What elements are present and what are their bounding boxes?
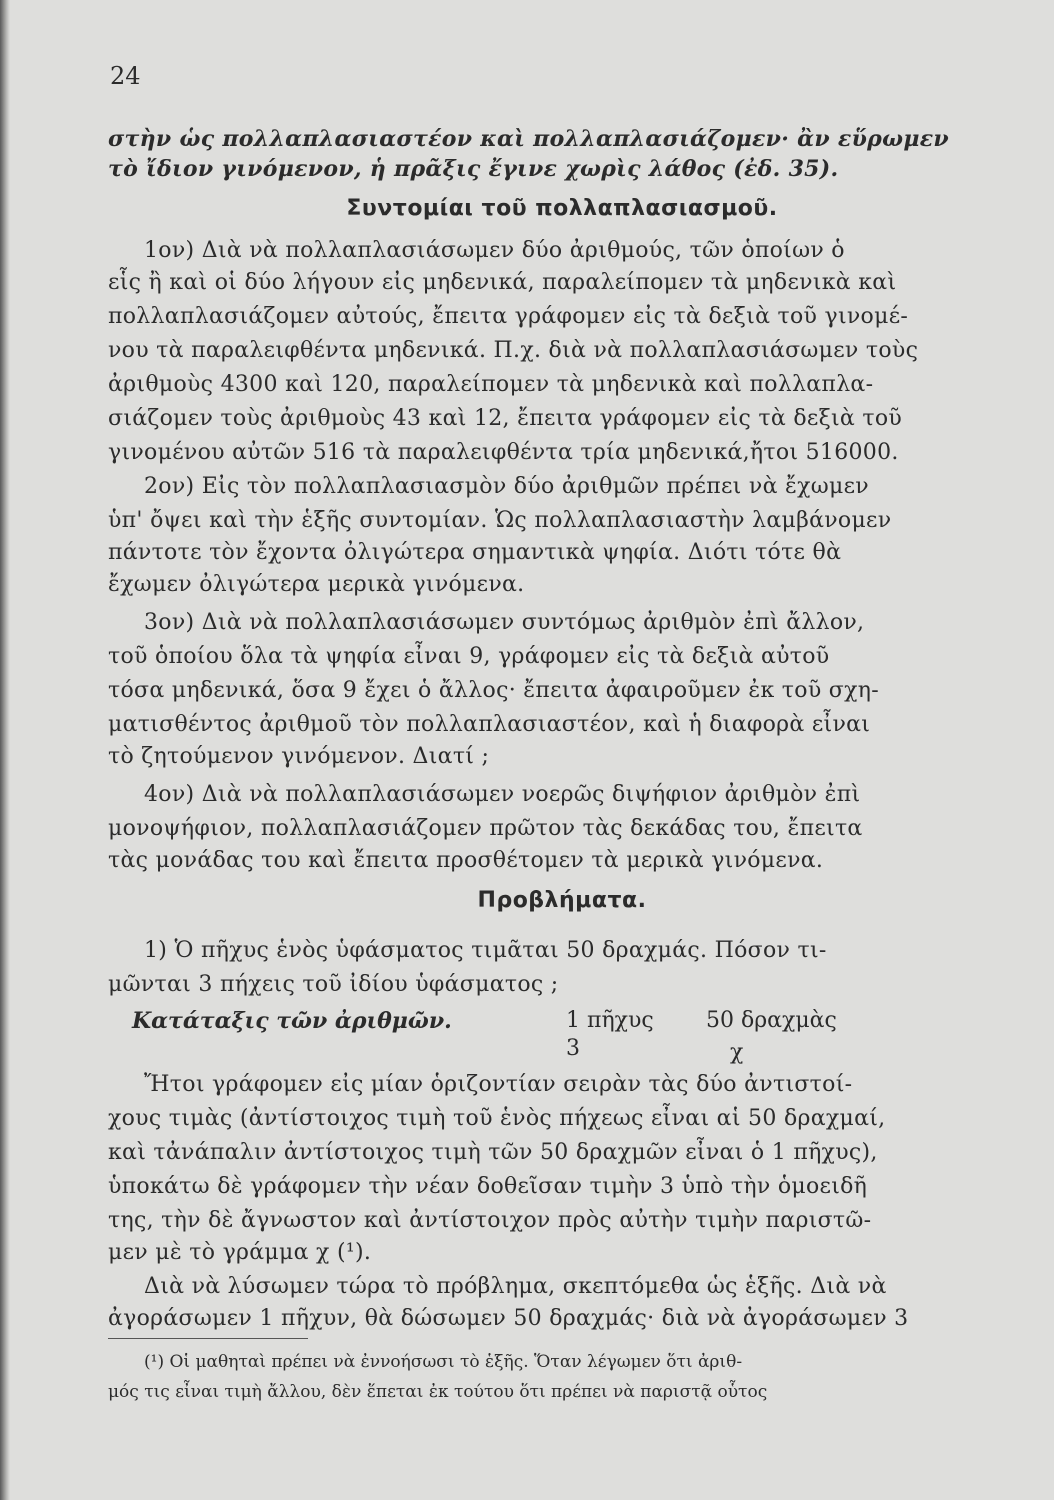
explanation-line: ὑποκάτω δὲ γράφομεν τὴν νέαν δοθεῖσαν τιμὴν 3 ὑπὸ τὴν ὁμοειδῆ	[108, 1174, 868, 1199]
section1-line: 1ον) Διὰ νὰ πολλαπλασιάσωμεν δύο ἀριθμούς, τῶν ὁποίων ὁ	[144, 238, 845, 263]
section3-line: 3ον) Διὰ νὰ πολλαπλασιάσωμεν συντόμως ἀριθμὸν ἐπὶ ἄλλον,	[144, 610, 865, 635]
footnote-rule	[108, 1338, 308, 1339]
page-edge	[0, 0, 10, 1500]
problem1-line: μῶνται 3 πήχεις τοῦ ἰδίου ὑφάσματος ;	[108, 972, 559, 997]
section3-line: ματισθέντος ἀριθμοῦ τὸν πολλαπλασιαστέον, καὶ ἡ διαφορὰ εἶναι	[108, 712, 871, 737]
solution-line: ἀγοράσωμεν 1 πῆχυν, θὰ δώσωμεν 50 δραχμάς· διὰ νὰ ἀγοράσωμεν 3	[108, 1306, 909, 1331]
problem1-line: 1) Ὁ πῆχυς ἑνὸς ὑφάσματος τιμᾶται 50 δραχμάς. Πόσον τι-	[144, 938, 827, 963]
section1-line: νου τὰ παραλειφθέντα μηδενικά. Π.χ. διὰ νὰ πολλαπλασιάσωμεν τοὺς	[108, 338, 919, 363]
explanation-line: Ἤτοι γράφομεν εἰς μίαν ὁριζοντίαν σειρὰν τὰς δύο ἀντιστοί-	[144, 1072, 853, 1097]
section4-line: τὰς μονάδας του καὶ ἔπειτα προσθέτομεν τὰ μερικὰ γινόμενα.	[108, 848, 824, 873]
solution-line: Διὰ νὰ λύσωμεν τώρα τὸ πρόβλημα, σκεπτόμεθα ὡς ἑξῆς. Διὰ νὰ	[144, 1274, 887, 1299]
arrangement-row2-b: χ	[730, 1040, 744, 1065]
heading-problems: Προβλήματα.	[477, 888, 647, 913]
section2-line: ἔχωμεν ὀλιγώτερα μερικὰ γινόμενα.	[108, 572, 525, 597]
intro-line: τὸ ἴδιον γινόμενον, ἡ πρᾶξις ἔγινε χωρὶς λάθος (ἐδ. 35).	[108, 156, 839, 182]
section2-line: 2ον) Εἰς τὸν πολλαπλασιασμὸν δύο ἀριθμῶν πρέπει νὰ ἔχωμεν	[144, 474, 869, 499]
section3-line: τὸ ζητούμενον γινόμενον. Διατί ;	[108, 744, 490, 769]
arrangement-row2-a: 3	[566, 1036, 580, 1061]
page-number: 24	[110, 62, 141, 90]
arrangement-row1-b: 50 δραχμὰς	[706, 1008, 837, 1033]
explanation-line: μεν μὲ τὸ γράμμα χ (¹).	[108, 1240, 372, 1265]
heading-shortcuts: Συντομίαι τοῦ πολλαπλασιασμοῦ.	[346, 196, 778, 221]
section1-line: εἷς ἢ καὶ οἱ δύο λήγουν εἰς μηδενικά, παραλείπομεν τὰ μηδενικὰ καὶ	[108, 270, 897, 295]
intro-line: στὴν ὡς πολλαπλασιαστέον καὶ πολλαπλασιάζομεν· ἂν εὕρωμεν	[108, 126, 949, 152]
explanation-line: χους τιμὰς (ἀντίστοιχος τιμὴ τοῦ ἑνὸς πήχεως εἶναι αἱ 50 δραχμαί,	[108, 1106, 886, 1131]
section3-line: τόσα μηδενικά, ὅσα 9 ἔχει ὁ ἄλλος· ἔπειτα ἀφαιροῦμεν ἐκ τοῦ σχη-	[108, 678, 879, 703]
arrangement-label: Κατάταξις τῶν ἀριθμῶν.	[132, 1008, 452, 1034]
explanation-line: της, τὴν δὲ ἄγνωστον καὶ ἀντίστοιχον πρὸς αὐτὴν τιμὴν παριστῶ-	[108, 1208, 872, 1233]
section1-line: ἀριθμοὺς 4300 καὶ 120, παραλείπομεν τὰ μηδενικὰ καὶ πολλαπλα-	[108, 372, 874, 397]
section2-line: ὑπ' ὄψει καὶ τὴν ἑξῆς συντομίαν. Ὡς πολλαπλασιαστὴν λαμβάνομεν	[108, 508, 892, 533]
section4-line: μονοψήφιον, πολλαπλασιάζομεν πρῶτον τὰς δεκάδας του, ἔπειτα	[108, 816, 863, 841]
section4-line: 4ον) Διὰ νὰ πολλαπλασιάσωμεν νοερῶς διψήφιον ἀριθμὸν ἐπὶ	[144, 782, 861, 807]
section3-line: τοῦ ὁποίου ὅλα τὰ ψηφία εἶναι 9, γράφομεν εἰς τὰ δεξιὰ αὐτοῦ	[108, 644, 830, 669]
section2-line: πάντοτε τὸν ἔχοντα ὀλιγώτερα σημαντικὰ ψηφία. Διότι τότε θὰ	[108, 540, 842, 565]
section1-line: πολλαπλασιάζομεν αὐτούς, ἔπειτα γράφομεν εἰς τὰ δεξιὰ τοῦ γινομέ-	[108, 304, 909, 329]
explanation-line: καὶ τἀνάπαλιν ἀντίστοιχος τιμὴ τῶν 50 δραχμῶν εἶναι ὁ 1 πῆχυς),	[108, 1140, 878, 1165]
footnote-line: μός τις εἶναι τιμὴ ἄλλου, δὲν ἕπεται ἐκ τούτου ὅτι πρέπει νὰ παριστᾷ οὗτος	[108, 1382, 768, 1402]
arrangement-row1-a: 1 πῆχυς	[566, 1008, 654, 1033]
section1-line: σιάζομεν τοὺς ἀριθμοὺς 43 καὶ 12, ἔπειτα γράφομεν εἰς τὰ δεξιὰ τοῦ	[108, 406, 903, 431]
footnote-line: (¹) Οἱ μαθηταὶ πρέπει νὰ ἐννοήσωσι τὸ ἑξῆς. Ὅταν λέγωμεν ὅτι ἀριθ-	[144, 1352, 743, 1372]
section1-line: γινομένου αὐτῶν 516 τὰ παραλειφθέντα τρία μηδενικά,ἤτοι 516000.	[108, 440, 899, 465]
